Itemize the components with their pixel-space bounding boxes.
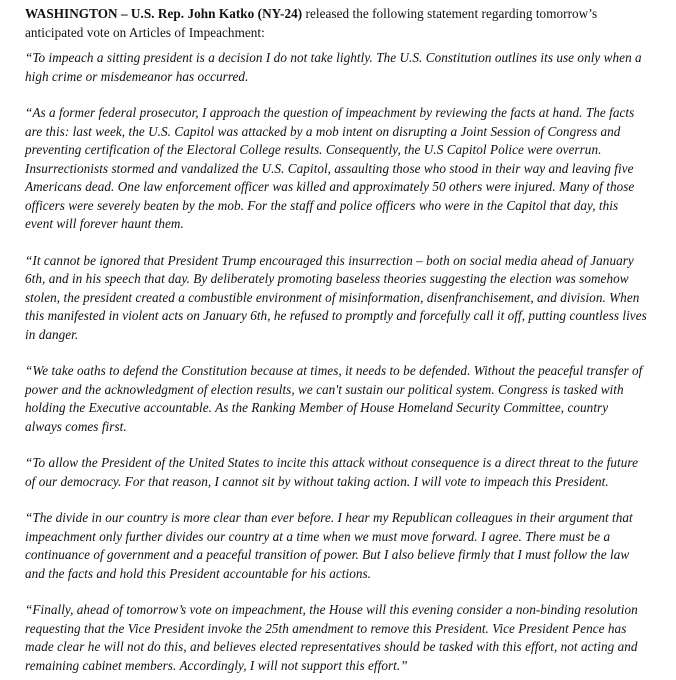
quote-line: Americans dead. One law enforcement officer was killed and approximately 50 others were injured. Many of those [25, 179, 635, 194]
quote-line: this manifested in violent acts on January 6th, he refused to promptly and forcefully call it off, putting countless lives [25, 308, 647, 323]
quote-line: holding the Executive accountable. As the Ranking Member of House Homeland Security Committee, country [25, 400, 609, 415]
quote-line: power and the acknowledgment of election results, we can't sustain our political system. Congress is tasked with [25, 381, 624, 397]
quote-line: continuance of government and a peaceful transition of power. But I also believe firmly that I must follow the law [25, 547, 630, 562]
quote-line: stolen, the president created a combustible environment of misinformation, disenfranchisement, and division. When [25, 289, 640, 305]
quote-line: in danger. [25, 326, 79, 342]
quote-line: remaining cabinet members. Accordingly, I will not support this effort.” [25, 657, 408, 673]
quote-line: “We take oaths to defend the Constitution because at times, it needs to be defended. Without the peaceful transfer of [25, 363, 643, 378]
quote-line: “The divide in our country is more clear than ever before. I hear my Republican colleagues in their argument that [25, 510, 633, 525]
dateline: WASHINGTON – U.S. Rep. John Katko (NY-24) [25, 6, 303, 21]
quote-line: “As a former federal prosecutor, I approach the question of impeachment by reviewing the facts at hand. The facts [25, 105, 635, 120]
intro-paragraph [25, 5, 657, 42]
quote-paragraph [25, 454, 657, 491]
quote-line: event will forever haunt them. [25, 216, 184, 231]
quote-line: “Finally, ahead of tomorrow’s vote on impeachment, the House will this evening consider a non-binding resolution [25, 602, 638, 617]
quote-paragraph [25, 252, 657, 345]
intro-text: released the following statement regarding tomorrow’s [302, 6, 598, 21]
quote-line: “To allow the President of the United States to incite this attack without consequence is a direct threat to the future [25, 455, 638, 470]
quote-line: high crime or misdemeanor has occurred. [25, 68, 249, 84]
quote-line: Insurrectionists stormed and vandalized the U.S. Capitol, assaulting those who stood in their way and leaving five [25, 160, 634, 176]
quote-line: of our democracy. For that reason, I cannot sit by without taking action. I will vote to impeach this President. [25, 473, 609, 489]
quote-paragraph [25, 49, 657, 86]
quote-line: “To impeach a sitting president is a decision I do not take lightly. The U.S. Constitution outlines its use only when a [25, 50, 642, 65]
quote-line: impeachment only further divides our country at a time when we must move forward. I agree. There must be a [25, 528, 611, 544]
quote-paragraph [25, 362, 657, 436]
quote-line: made clear he will not do this, and believes elected representatives should be tasked with this effort, not acting and [25, 639, 638, 654]
quote-line: are this: last week, the U.S. Capitol was attacked by a mob intent on disrupting a Joint Session of Congress and [25, 123, 621, 139]
quote-line: and the facts and hold this President accountable for his actions. [25, 565, 372, 581]
quote-line: preventing certification of the Electoral College results. Consequently, the U.S Capitol Police were overrun. [25, 142, 602, 157]
quote-paragraph [25, 104, 657, 234]
intro-line: anticipated vote on Articles of Impeachment: [25, 24, 265, 40]
quote-line: 6th, and in his speech that day. By deliberately promoting baseless theories suggesting the election was somehow [25, 271, 629, 286]
quote-line: officers were severely beaten by the mob. For the staff and police officers who were in the Capitol that day, this [25, 197, 619, 213]
press-statement [25, 5, 657, 675]
quote-line: always comes first. [25, 418, 127, 434]
quote-line: requesting that the Vice President invoke the 25th amendment to remove this President. Vice President Pence has [25, 620, 627, 636]
quote-line: “It cannot be ignored that President Trump encouraged this insurrection – both on social media ahead of January [25, 252, 634, 268]
intro-line [25, 5, 657, 24]
statement-body [25, 49, 657, 675]
quote-paragraph [25, 509, 657, 583]
quote-paragraph [25, 601, 657, 675]
